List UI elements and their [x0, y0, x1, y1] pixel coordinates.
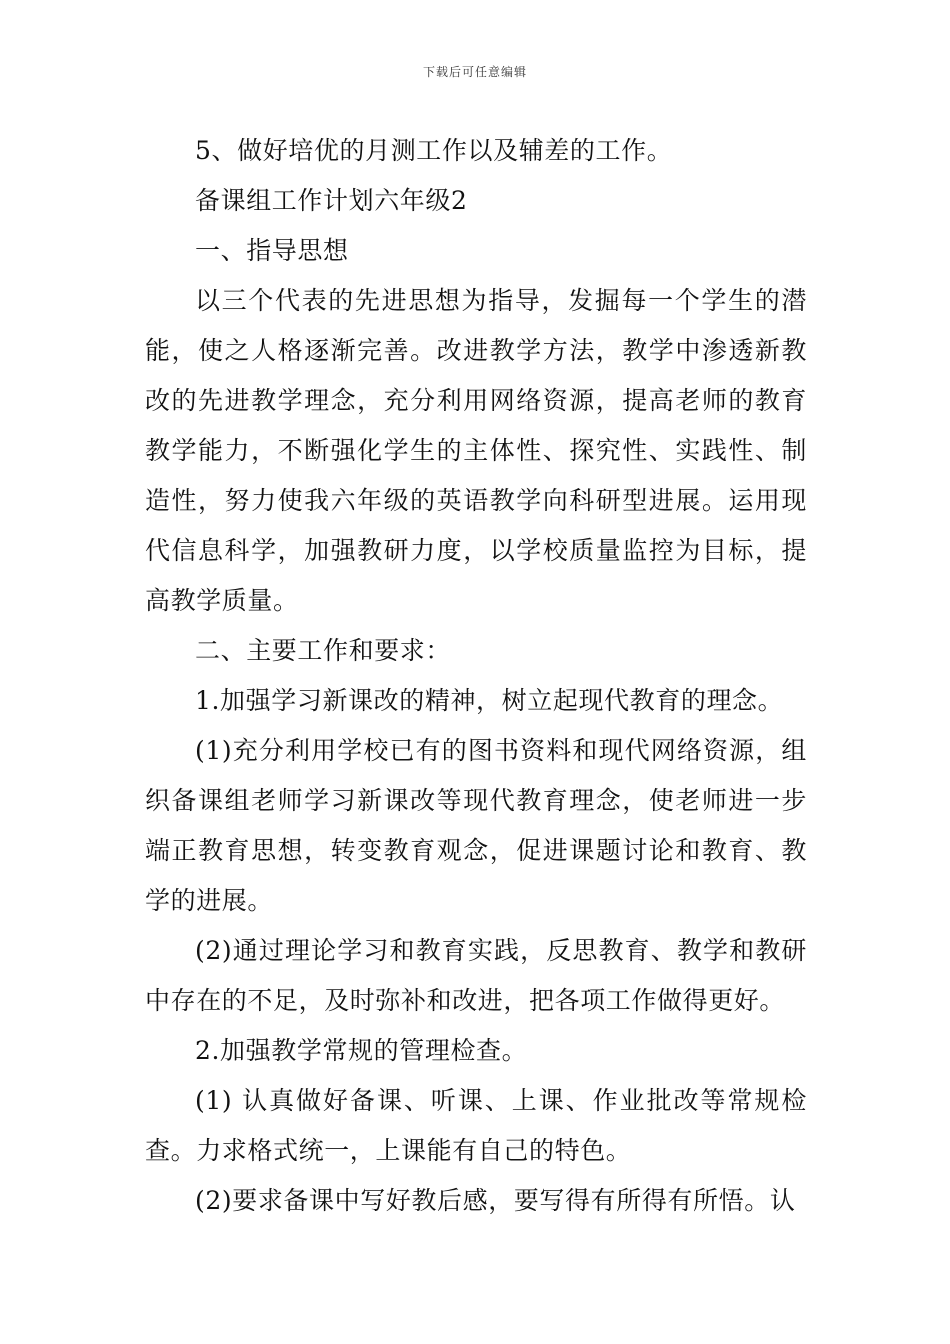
page-header: 下载后可任意编辑 — [422, 65, 527, 79]
paragraph-item-1-1: (1)充分利用学校已有的图书资料和现代网络资源，组织备课组老师学习新课改等现代教育理念，使老师进一步端正教育思想，转变教育观念，促进课题讨论和教育、教学的进展。 — [145, 736, 807, 915]
document-body — [145, 126, 807, 1226]
paragraph-item-1: 1.加强学习新课改的精神，树立起现代教育的理念。 — [195, 686, 784, 715]
paragraph-item-2: 2.加强教学常规的管理检查。 — [195, 1036, 528, 1065]
paragraph-item-2-1: (1) 认真做好备课、听课、上课、作业批改等常规检查。力求格式统一，上课能有自己的特色。 — [145, 1086, 807, 1165]
section-title: 备课组工作计划六年级2 — [195, 186, 468, 215]
heading-main-work: 二、主要工作和要求： — [195, 636, 452, 665]
paragraph-item-5: 5、做好培优的月测工作以及辅差的工作。 — [195, 136, 673, 165]
paragraph-guiding-thought: 以三个代表的先进思想为指导，发掘每一个学生的潜能，使之人格逐渐完善。改进教学方法，教学中渗透新教改的先进教学理念，充分利用网络资源，提高老师的教育教学能力，不断强化学生的主体性、探究性、实践性、制造性，努力使我六年级的英语教学向科研型进展。运用现代信息科学，加强教研力度，以学校质量监控为目标，提高教学质量。 — [145, 286, 807, 615]
paragraph-item-1-2: (2)通过理论学习和教育实践，反思教育、教学和教研中存在的不足，及时弥补和改进，把各项工作做得更好。 — [145, 936, 807, 1015]
heading-guiding-thought: 一、指导思想 — [195, 236, 349, 265]
paragraph-item-2-2: (2)要求备课中写好教后感，要写得有所得有所悟。认 — [195, 1186, 796, 1215]
